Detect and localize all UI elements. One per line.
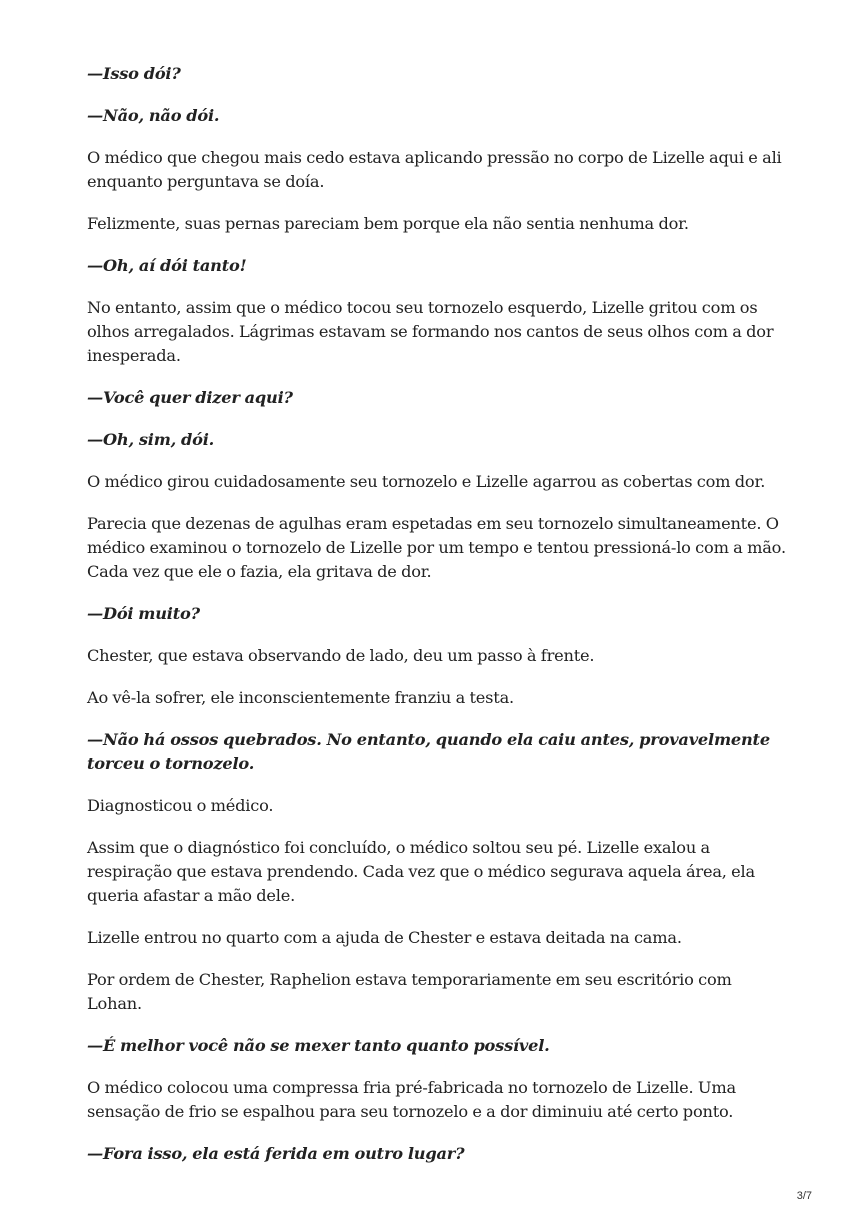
narration-paragraph: Felizmente, suas pernas pareciam bem porque ela não sentia nenhuma dor. — [87, 214, 689, 233]
narration-paragraph: Parecia que dezenas de agulhas eram espetadas em seu tornozelo simultaneamente. O médico examinou o tornozelo de Lizelle por um tempo e tentou pressioná-lo com a mão. Cada vez que ele o fazia, ela gritava de dor. — [87, 514, 786, 581]
narration-paragraph: O médico que chegou mais cedo estava aplicando pressão no corpo de Lizelle aqui e ali enquanto perguntava se doía. — [87, 148, 782, 191]
narration-paragraph: Ao vê-la sofrer, ele inconscientemente franziu a testa. — [87, 688, 514, 707]
narration-paragraph: Por ordem de Chester, Raphelion estava temporariamente em seu escritório com Lohan. — [87, 970, 732, 1013]
dialogue-line: —Oh, sim, dói. — [87, 430, 215, 449]
dialogue-line: —Isso dói? — [87, 64, 181, 83]
dialogue-line: —Dói muito? — [87, 604, 200, 623]
narration-paragraph: Assim que o diagnóstico foi concluído, o médico soltou seu pé. Lizelle exalou a respiração que estava prendendo. Cada vez que o médico segurava aquela área, ela queria afastar a mão dele. — [87, 838, 755, 905]
dialogue-line: —Você quer dizer aqui? — [87, 388, 293, 407]
dialogue-line: —Fora isso, ela está ferida em outro lugar? — [87, 1144, 465, 1163]
narration-paragraph: Chester, que estava observando de lado, deu um passo à frente. — [87, 646, 595, 665]
narration-paragraph: No entanto, assim que o médico tocou seu tornozelo esquerdo, Lizelle gritou com os olhos arregalados. Lágrimas estavam se formando nos cantos de seus olhos com a dor inesperada. — [87, 298, 774, 365]
narration-paragraph: Lizelle entrou no quarto com a ajuda de Chester e estava deitada na cama. — [87, 928, 682, 947]
page-number: 3/7 — [796, 1190, 812, 1202]
narration-paragraph: O médico girou cuidadosamente seu tornozelo e Lizelle agarrou as cobertas com dor. — [87, 472, 766, 491]
dialogue-line: —Oh, aí dói tanto! — [87, 256, 247, 275]
narration-paragraph: Diagnosticou o médico. — [87, 796, 274, 815]
narration-paragraph: O médico colocou uma compressa fria pré-fabricada no tornozelo de Lizelle. Uma sensação de frio se espalhou para seu tornozelo e a dor diminuiu até certo ponto. — [87, 1078, 736, 1121]
document-page — [87, 62, 787, 1184]
dialogue-line: —É melhor você não se mexer tanto quanto possível. — [87, 1036, 550, 1055]
dialogue-line: —Não há ossos quebrados. No entanto, quando ela caiu antes, provavelmente torceu o tornozelo. — [87, 730, 770, 773]
dialogue-line: —Não, não dói. — [87, 106, 220, 125]
